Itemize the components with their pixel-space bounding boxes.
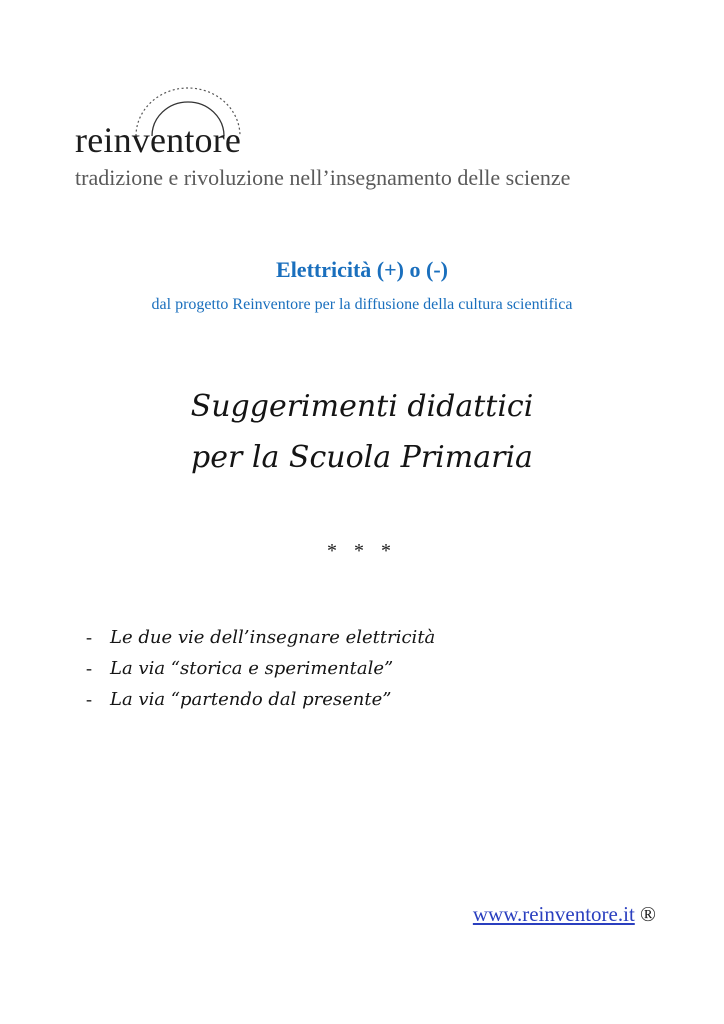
separator-stars: * * *	[327, 540, 397, 562]
document-title: Elettricità (+) o (-)	[276, 257, 448, 282]
bullet-dash: -	[86, 658, 92, 678]
topic-list	[86, 622, 435, 715]
list-item	[86, 653, 435, 684]
brand-name: reinventore	[75, 120, 242, 160]
document-subtitle: dal progetto Reinventore per la diffusione della cultura scientifica	[151, 296, 573, 313]
topic-text: Le due vie dell’insegnare elettricità	[110, 627, 436, 648]
heading-line-1: Suggerimenti didattici	[190, 389, 534, 424]
registered-mark: ®	[640, 902, 656, 926]
bullet-dash: -	[86, 689, 92, 709]
topic-text: La via “storica e sperimentale”	[110, 658, 394, 679]
tagline: tradizione e rivoluzione nell’insegnamento delle scienze	[75, 165, 571, 190]
heading-line-2: per la Scuola Primaria	[191, 440, 533, 475]
website-footer	[473, 900, 656, 928]
list-item	[86, 684, 435, 715]
website-link[interactable]: www.reinventore.it	[472, 902, 635, 926]
list-item	[86, 622, 435, 653]
topic-text: La via “partendo dal presente”	[110, 689, 392, 710]
bullet-dash: -	[86, 627, 92, 647]
